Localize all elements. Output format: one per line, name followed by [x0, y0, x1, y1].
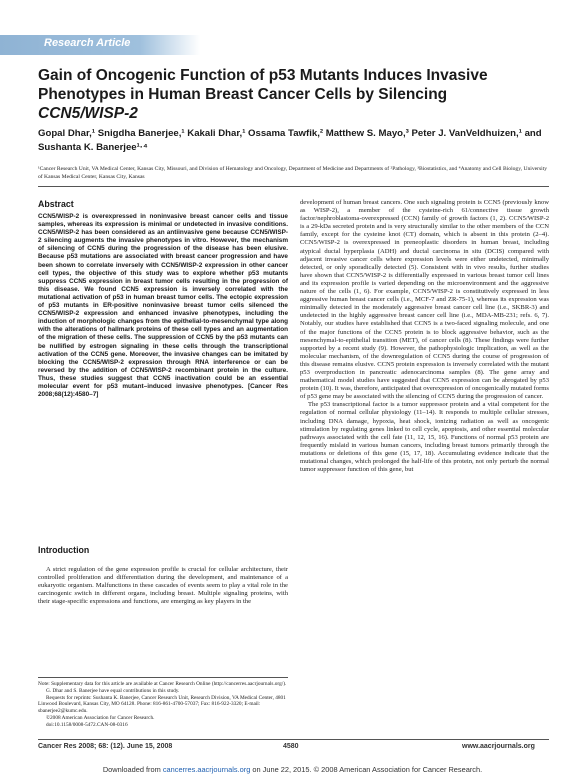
download-prefix: Downloaded from — [102, 765, 163, 774]
author-list: Gopal Dhar,¹ Snigdha Banerjee,¹ Kakali Dhar,¹ Ossama Tawfik,² Matthew S. Mayo,³ Peter J. VanVeldhuizen,¹ and Sushanta K. Banerjee¹·⁴ — [38, 128, 542, 153]
download-link[interactable]: cancerres.aacrjournals.org — [162, 765, 251, 774]
affiliations: ¹Cancer Research Unit, VA Medical Center, Kansas City, Missouri, and Division of Hematology and Oncology, Department of Medicine and Departments of ²Pathology, ³Biostatistics, and ⁴Anatomy and Cell Biology, University of Kansas Medical Center, Kansas City, Kansas — [38, 166, 548, 180]
footer-citation: Cancer Res 2008; 68: (12). June 15, 2008 — [38, 743, 173, 750]
introduction-text: A strict regulation of the gene expression profile is crucial for cellular architecture, their controlled proliferation and differentiation during the development, and maintenance of a eukaryotic organism. Malfunctions in these cascades of events seem to play a vital role in the carcinogenic switch in different organs, including breast. Multiple signaling proteins, with their stage-specific expressions and functions, are emerging as key players in the — [38, 566, 288, 606]
abstract-heading: Abstract — [38, 199, 74, 209]
section-label: Research Article — [44, 37, 131, 49]
introduction-body — [38, 566, 288, 606]
footer-divider — [38, 739, 549, 740]
section-banner — [0, 35, 200, 55]
footnote-supplementary: Note: Supplementary data for this article are available at Cancer Research Online (http://cancerres.aacrjournals.org/). — [38, 681, 287, 687]
right-column — [300, 199, 549, 474]
footnote-doi: doi:10.1158/0008-5472.CAN-08-0316 — [46, 721, 128, 728]
download-suffix: on June 22, 2015. © 2008 American Association for Cancer Research. — [250, 765, 483, 774]
footnote-contribution: G. Dhar and S. Banerjee have equal contributions in this study. — [46, 687, 180, 694]
notes-divider — [38, 677, 288, 678]
right-paragraph-1: development of human breast cancers. One such signaling protein is CCN5 (previously know as WISP-2), a member of the cysteine-rich 61/connective tissue growth factor/nephroblastoma-overexpressed (CCN) family of growth factors (1, 2). CCN5/WISP-2 is a 29-kDa secreted protein and is very structurally similar to the other members of the CCN family, except for the cysteine knot (CT) domain, which is absent in this protein (2–4). CCN5/WISP-2 is overexpressed in preneoplastic disorders in human breast, including atypical ductal hyperplasia (ADH) and ductal carcinoma in situ (DCIS) compared with adjacent invasive cancer cells where expression levels were either undetected, minimally detected, or only sporadically detected (5). Consistent with in vivo results, further studies have shown that CCN5/WISP-2 is differentially expressed in various breast tumor cell lines and its expression profile is varied depending on the microenvironment and the aggressive nature of the cells (1, 6). For example, CCN5/WISP-2 is constitutively expressed in less aggressive human breast cancer cells (i.e., MCF-7 and ZR-75-1), whereas its expression was minimally detected in the moderately aggressive breast cancer cell line (i.e., SKBR-3) and undetected in the highly aggressive breast cancer cell line (i.e., MDA-MB-231; refs. 6, 7). Notably, our studies have established that CCN5 is a two-faced signaling molecule, and one of the major functions of the CCN5 protein is to block aggressive behavior, such as the mesenchymal-to-epithelial transition (MET), of cancer cells (8). These findings were further supported by a recent study (9). However, the pathophysiologic implication, as well as the molecular mechanism, of the downregulation of CCN5 during the course of progression of this disease remains elusive. CCN5 protein expression is inversely correlated with the mutant p53 overproduction in pancreatic adenocarcinoma samples (8). The gene array and mathematical model studies have suggested that CCN5 expression can be abrogated by p53 protein (10). It was, therefore, anticipated that overexpression of oncogenically mutated forms of p53 gene may be associated with the silencing of CCN5 during the progression of cancer. — [300, 199, 549, 401]
title-gene: CCN5/WISP-2 — [38, 105, 138, 122]
introduction-heading: Introduction — [38, 545, 90, 555]
right-paragraph-2: The p53 transcriptional factor is a tumor suppressor protein and a vital competent for the regulation of normal cellular physiology (11–14). It responds to multiple cellular stresses, including DNA damage, hypoxia, heat shock, ionizing radiation as well as oncogenic stimulation by regulating genes linked to cell cycle, apoptosis, and other essential molecular pathways associated with the cell fate (11, 12, 15, 16). Functions of normal p53 protein are frequently mislaid in various human cancers, including breast tumors primarily through the mutations or deletions of this gene (15, 17, 18). Accumulating evidence indicate that the mutational changes, which prolonged the half-life of this protein, not only perturb the normal tumor suppressor function of this gene, but — [300, 401, 549, 474]
title-text: Gain of Oncogenic Function of p53 Mutants Induces Invasive Phenotypes in Human Breast Cancer Cells by Silencing — [38, 67, 488, 103]
header-divider — [38, 186, 549, 187]
journal-url: www.aacrjournals.org — [462, 743, 535, 750]
footnote-copyright: ©2008 American Association for Cancer Research. — [46, 714, 155, 721]
abstract-body — [38, 213, 288, 399]
article-title — [38, 66, 538, 123]
footnote-reprints: Requests for reprints: Sushanta K. Banerjee, Cancer Research Unit, Research Division, VA Medical Center, 4801 Linwood Boulevard, Kansas City, MO 64128. Phone: 816-861-4700-57037; Fax: 816-922-3320; E-mail: sbanerjee2@kumc.edu. — [38, 694, 286, 715]
abstract-text: CCN5/WISP-2 is overexpressed in noninvasive breast cancer cells and tissue samples, whereas its expression is minimal or undetected in invasive conditions. CCN5/WISP-2 has been considered as an antiinvasive gene because CCN5/WISP-2 silencing augments the invasive phenotypes in vitro. However, the mechanism of silencing of CCN5 during the progression of the disease has been elusive. Because p53 mutations are associated with breast cancer progression and have been shown to correlate inversely with CCN5/WISP-2 expression in other cancer cell types, the objective of this study was to explore whether p53 mutants suppress CCN5 expression in breast tumor cells resulting in the progression of this disease. We found CCN5 expression is inversely correlated with the mutational activation of p53 in human breast tumor cells. The ectopic expression of p53 mutants in ER-positive noninvasive breast tumor cells silenced the CCN5/WISP-2 expression and enhanced invasive phenotypes, including the induction of morphologic changes from the epithelial-to-mesenchymal type along with the alterations of hallmark proteins of these cell types and an augmentation of the migration of these cells. The suppression of CCN5 by the p53 mutants can be nullified by estrogen signaling in these cells through the transcriptional activation of the CCN5 gene. Moreover, the invasive changes can be imitated by blocking the CCN5/WISP-2 expression through RNA interference or can be reversed by the addition of CCN5/WISP-2 recombinant protein in the culture. Thus, these studies suggest that CCN5 inactivation could be an essential molecular event for p53 mutant–induced invasive phenotypes. [Cancer Res 2008;68(12):4580–7] — [38, 213, 288, 399]
download-notice — [0, 765, 585, 774]
page-number: 4580 — [283, 743, 299, 750]
footnotes — [38, 681, 288, 729]
